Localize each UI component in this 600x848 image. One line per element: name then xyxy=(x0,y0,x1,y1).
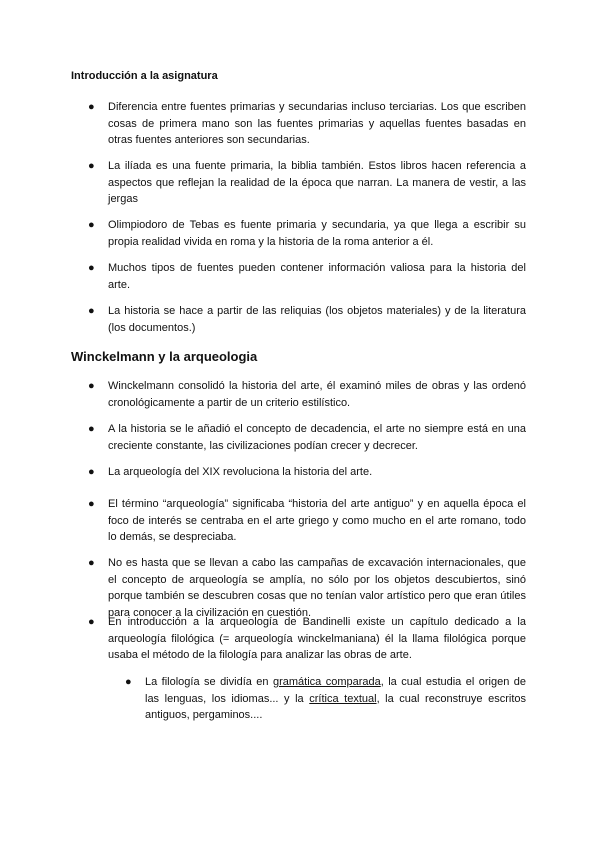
list-item xyxy=(88,260,526,293)
list-item-text: La arqueología del XIX revoluciona la historia del arte. xyxy=(108,466,373,478)
bullet-icon: ● xyxy=(88,616,95,628)
list-item xyxy=(88,378,526,411)
bullet-icon: ● xyxy=(88,380,95,392)
gramatica-comparada-link[interactable]: gramática comparada xyxy=(272,676,381,688)
list-item-text: El término “arqueología” significaba “historia del arte antiguo” y en aquella época el foco de interés se centraba en el arte griego y como mucho en el arte romano, todo lo demás, se despreciaba. xyxy=(108,498,526,543)
bullet-icon: ● xyxy=(88,262,95,274)
section-heading-winckelmann: Winckelmann y la arqueologia xyxy=(71,349,258,364)
list-item-text: Winckelmann consolidó la historia del arte, él examinó miles de obras y las ordenó cronológicamente a partir de un criterio estilístico. xyxy=(108,380,526,409)
bullet-icon: ● xyxy=(125,676,132,688)
list-item xyxy=(88,421,526,454)
sub-item-text: , la cual estudia el origen de las lenguas, los idiomas... y la xyxy=(145,676,526,705)
section-heading-intro: Introducción a la asignatura xyxy=(71,70,218,82)
bullet-icon: ● xyxy=(88,160,95,172)
list-item-text: Muchos tipos de fuentes pueden contener información valiosa para la historia del arte. xyxy=(108,262,526,291)
list-item xyxy=(88,464,526,481)
bullet-icon: ● xyxy=(88,423,95,435)
list-item xyxy=(88,303,526,336)
bullet-icon: ● xyxy=(88,466,95,478)
list-item-text: Olimpiodoro de Tebas es fuente primaria y secundaria, ya que llega a escribir su propia realidad vivida en roma y la historia de la roma anterior a él. xyxy=(108,219,526,248)
bullet-icon: ● xyxy=(88,219,95,231)
list-item-text: En introducción a la arqueología de Bandinelli existe un capítulo dedicado a la arqueología filológica (= arqueología winckelmaniana) él la llama filológica porque usaba el método de la filología para analizar las obras de arte. xyxy=(108,616,526,661)
sub-item-text: La filología se dividía en xyxy=(145,676,273,688)
sub-item-text: , la cual reconstruye escritos antiguos, pergaminos.... xyxy=(145,692,526,721)
bullet-icon: ● xyxy=(88,101,95,113)
list-item-text: La historia se hace a partir de las reliquias (los objetos materiales) y de la literatura (los documentos.) xyxy=(108,305,526,334)
list-item xyxy=(88,555,526,621)
list-item xyxy=(88,99,526,149)
bullet-icon: ● xyxy=(88,557,95,569)
list-item-text: A la historia se le añadió el concepto de decadencia, el arte no siempre está en una creciente constante, las civilizaciones podían crecer y decrecer. xyxy=(108,423,526,452)
list-item-text: Diferencia entre fuentes primarias y secundarias incluso terciarias. Los que escriben cosas de primera mano son las fuentes primarias y aquellas fuentes basadas en otras fuentes anteriores son secundarias. xyxy=(108,101,526,146)
list-item-text: No es hasta que se llevan a cabo las campañas de excavación internacionales, que el concepto de arqueología se amplía, no sólo por los objetos descubiertos, sinó porque también se descubren cosas que no tenían valor artístico pero que eran útiles para conocer a la civilización en cuestión. xyxy=(108,557,526,619)
list-item xyxy=(88,614,526,664)
bullet-icon: ● xyxy=(88,498,95,510)
sub-list-item xyxy=(125,674,526,724)
list-item xyxy=(88,217,526,250)
list-item xyxy=(88,158,526,208)
bullet-icon: ● xyxy=(88,305,95,317)
list-item xyxy=(88,496,526,546)
critica-textual-link[interactable]: crítica textual xyxy=(309,692,377,705)
list-item-text: La ilíada es una fuente primaria, la biblia también. Estos libros hacen referencia a aspectos que reflejan la realidad de la época que narran. La manera de vestir, a las jergas xyxy=(108,160,526,205)
